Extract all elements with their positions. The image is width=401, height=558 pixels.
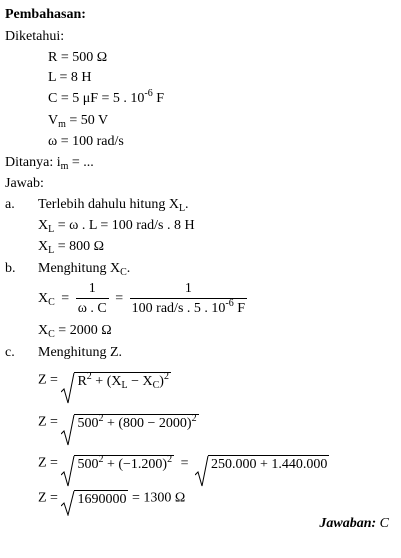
- final-answer: Jawaban: C: [319, 516, 389, 531]
- step-a-marker: a.: [5, 197, 15, 212]
- step-c-marker: c.: [5, 345, 15, 360]
- equals-sign: =: [115, 291, 124, 306]
- equals-sign: =: [61, 291, 70, 306]
- known-voltage: $V_m = 50$ V: [48, 113, 109, 130]
- sqrt-sign-icon: [61, 372, 75, 404]
- step-b-result: $X_C = 2000$ Ω: [38, 323, 112, 340]
- sqrt-sign-icon: [195, 455, 209, 487]
- known-label: Diketahui:: [5, 29, 65, 44]
- known-omega: ω = 100 rad/s: [48, 134, 124, 149]
- impedance-equation-4: Z = 1690000 = 1300 Ω: [38, 490, 185, 507]
- fraction-1-numerator: 1: [88, 281, 96, 296]
- fraction-1: [76, 282, 109, 316]
- step-b-lhs: $X_C$: [38, 291, 55, 308]
- step-a-line-2: $X_L = 800$ Ω: [38, 239, 105, 256]
- sqrt-1: $R^2 + (X_L - X_C)^2$: [61, 372, 170, 389]
- sqrt-sign-icon: [61, 490, 75, 516]
- step-a-title: Terlebih dahulu hitung $X_L$.: [38, 197, 189, 214]
- answer-label: Jawab:: [5, 176, 44, 191]
- sqrt-sign-icon: [61, 455, 75, 487]
- step-b-marker: b.: [5, 261, 16, 276]
- step-b-title: Menghitung $X_C$.: [38, 261, 131, 278]
- sqrt-5: 1690000: [61, 490, 128, 507]
- fraction-2-numerator: 1: [184, 281, 192, 296]
- known-inductance: L = 8 H: [48, 70, 92, 85]
- fraction-1-denominator: ω . C: [76, 298, 109, 316]
- sqrt-3: $500^2 + (-1.200)^2$: [61, 455, 174, 472]
- heading: Pembahasan:: [5, 7, 86, 22]
- impedance-equation-1: Z = $R^2 + (X_L - X_C)^2$: [38, 372, 171, 389]
- step-b-equation: [38, 282, 247, 316]
- fraction-2-denominator: 100 rad/s . 5 . $10^{-6}$ F: [131, 298, 246, 316]
- step-a-line-1: $X_L = \omega$ . L = 100 rad/s . 8 H: [38, 218, 195, 235]
- known-capacitance: C = 5 μF = 5 . $10^{-6}$ F: [48, 88, 165, 106]
- known-resistance: R = 500 Ω: [48, 50, 108, 65]
- impedance-equation-3: Z = $500^2 + (-1.200)^2$ = 250.000 + 1.440.000: [38, 455, 329, 472]
- impedance-equation-2: Z = $500^2 + (800 - 2000)^2$: [38, 414, 199, 431]
- fraction-2: [130, 282, 247, 316]
- sqrt-2: $500^2 + (800 - 2000)^2$: [61, 414, 198, 431]
- asked: Ditanya: $i_m$ = ...: [5, 155, 94, 172]
- sqrt-4: 250.000 + 1.440.000: [195, 455, 329, 472]
- sqrt-sign-icon: [61, 414, 75, 446]
- step-c-title: Menghitung Z.: [38, 345, 122, 360]
